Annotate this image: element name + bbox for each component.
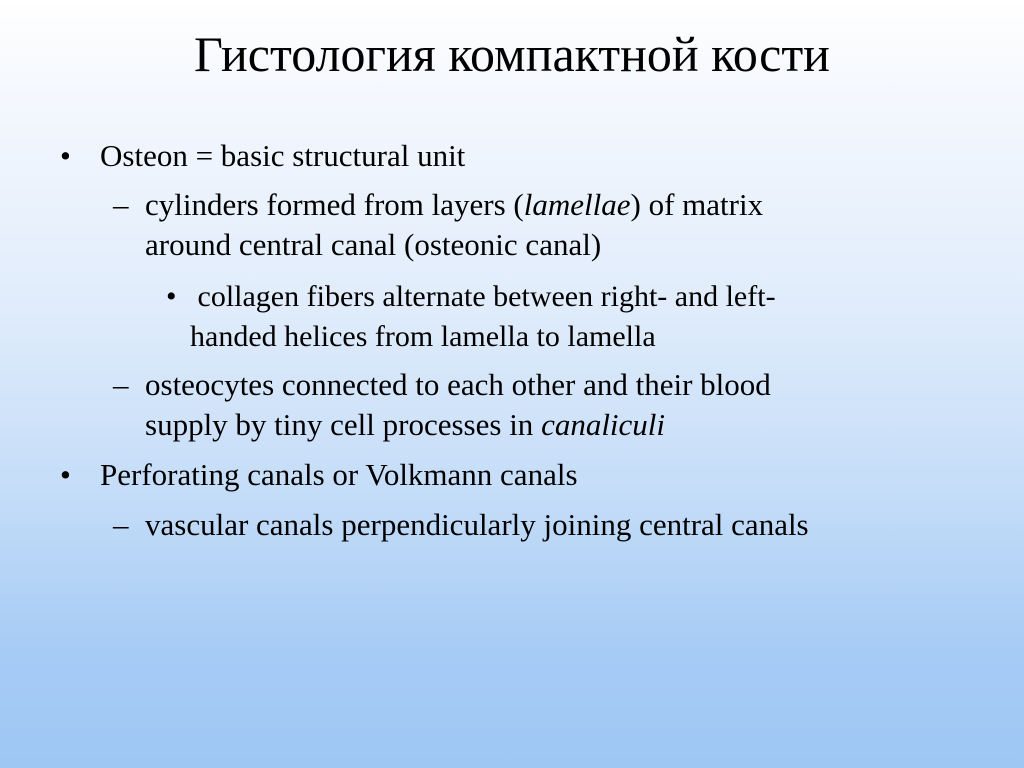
dash-marker: – [113,507,129,542]
sub-bullet-item-vascular-canals [113,505,809,545]
slide-title: Гистология компактной кости [194,26,830,82]
bullet-marker: • [166,280,177,313]
sub-sub-bullet-line-1: collagen fibers alternate between right- and left- [190,280,776,313]
bullet-marker: • [60,457,71,492]
sub-bullet-item-cylinders [113,185,764,265]
sub-bullet-line-1: osteocytes connected to each other and their blood [145,367,771,402]
sub-sub-bullet-line-2: handed helices from lamella to lamella [190,320,656,353]
dash-marker: – [113,187,129,222]
sub-bullet-text: ) of matrix [630,187,764,222]
bullet-text: Osteon = basic structural unit [100,138,466,173]
dash-marker: – [113,367,129,402]
sub-bullet-line-2 [145,405,771,445]
bullet-marker: • [60,138,71,173]
sub-bullet-line-2: around central canal (osteonic canal) [145,227,602,262]
lamellae-term: lamellae [523,187,631,222]
sub-bullet-text: vascular canals perpendicularly joining central canals [145,507,809,542]
bullet-item-osteon [60,136,466,176]
sub-bullet-line-1 [145,185,763,225]
sub-sub-bullet-item-collagen [166,277,776,357]
sub-bullet-text: cylinders formed from layers ( [145,187,524,222]
sub-bullet-text: supply by tiny cell processes in [145,407,542,442]
sub-bullet-item-osteocytes [113,365,771,445]
bullet-text: Perforating canals or Volkmann canals [100,457,578,492]
canaliculi-term: canaliculi [541,407,666,442]
bullet-item-perforating-canals [60,455,578,495]
